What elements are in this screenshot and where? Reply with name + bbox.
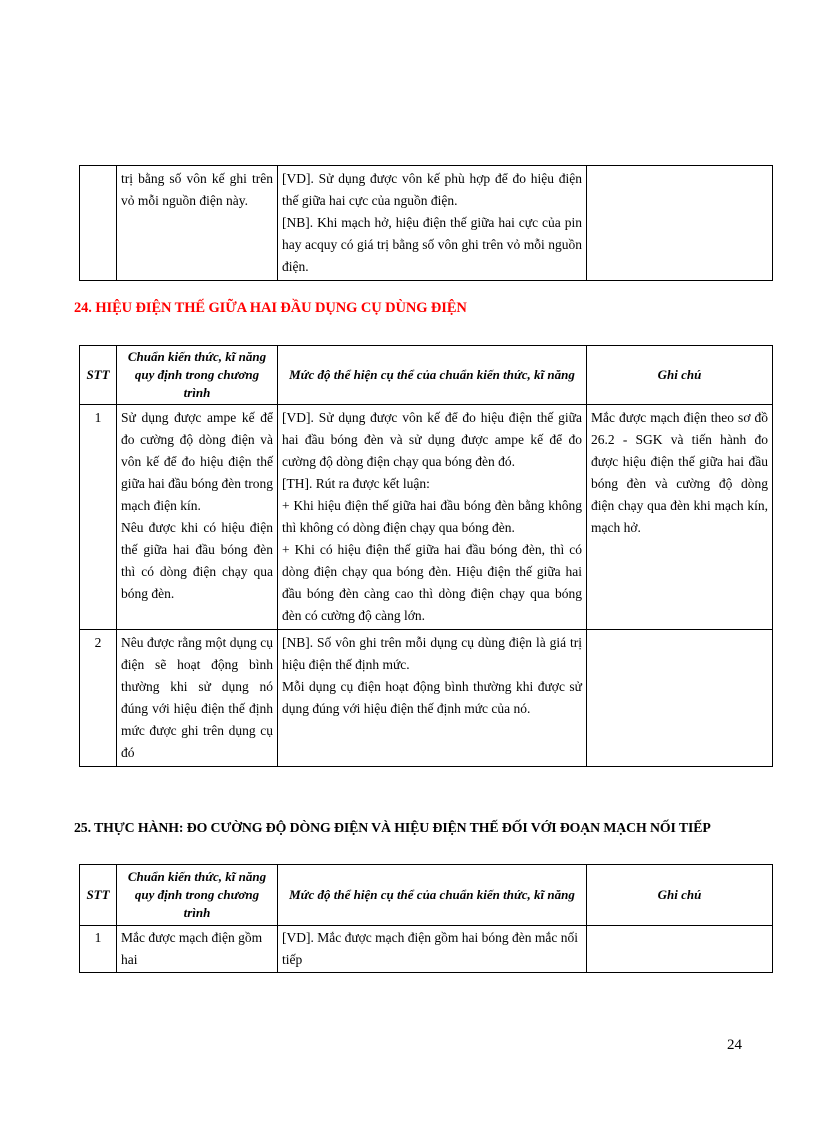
section-24-table [79, 345, 773, 767]
table-header-row [80, 346, 773, 405]
section-25-title: 25. THỰC HÀNH: ĐO CƯỜNG ĐỘ DÒNG ĐIỆN VÀ HIỆU ĐIỆN THẾ ĐỐI VỚI ĐOẠN MẠCH NỐI TIẾP [74, 820, 711, 835]
note-cell: Mắc được mạch điện theo sơ đồ 26.2 - SGK và tiến hành đo được hiệu điện thế giữa hai đầu bóng đèn và cường độ dòng điện chạy qua đèn khi mạch kín, mạch hở. [587, 405, 773, 630]
level-paragraph: + Khi hiệu điện thế giữa hai đầu bóng đèn bằng không thì không có dòng điện chạy qua bóng đèn. [282, 498, 582, 535]
level-paragraph: [VD]. Sử dụng được vôn kế phù hợp để đo hiệu điện thế giữa hai cực của nguồn điện. [282, 171, 582, 208]
level-cell [278, 630, 587, 767]
table-row [80, 166, 773, 281]
standard-cell: trị bằng số vôn kế ghi trên vỏ mỗi nguồn điện này. [117, 166, 278, 281]
header-standard: Chuẩn kiến thức, kĩ năng quy định trong chương trình [117, 865, 278, 926]
stt-cell: 1 [80, 405, 117, 630]
table-header-row [80, 865, 773, 926]
page-number: 24 [727, 1037, 742, 1053]
standard-cell: Mắc được mạch điện gồm hai [117, 926, 278, 973]
table-row [80, 630, 773, 767]
note-cell [587, 630, 773, 767]
header-stt: STT [80, 865, 117, 926]
table-row [80, 405, 773, 630]
stt-cell [80, 166, 117, 281]
level-paragraph: [TH]. Rút ra được kết luận: [282, 476, 430, 491]
standard-cell [117, 630, 278, 767]
level-cell [278, 166, 587, 281]
section-24-title: 24. HIỆU ĐIỆN THẾ GIỮA HAI ĐẦU DỤNG CỤ DÙNG ĐIỆN [74, 300, 467, 316]
table-row [80, 926, 773, 973]
standard-paragraph: Sử dụng được ampe kế để đo cường độ dòng điện và vôn kế để đo hiệu điện thế giữa hai đầu bóng đèn trong mạch điện kín. [121, 410, 273, 513]
level-paragraph: [NB]. Khi mạch hở, hiệu điện thế giữa hai cực của pin hay acquy có giá trị bằng số vôn ghi trên vỏ mỗi nguồn điện. [282, 215, 582, 274]
header-stt: STT [80, 346, 117, 405]
stt-cell: 2 [80, 630, 117, 767]
standard-cell [117, 405, 278, 630]
note-cell [587, 926, 773, 973]
header-note: Ghi chú [587, 865, 773, 926]
level-cell [278, 405, 587, 630]
standard-paragraph: Nêu được rằng một dụng cụ điện sẽ hoạt động bình thường khi sử dụng nó đúng với hiệu điện thế định mức được ghi trên dụng cụ đó [121, 635, 273, 760]
continuation-table [79, 165, 773, 281]
header-level: Mức độ thể hiện cụ thể của chuẩn kiến thức, kĩ năng [278, 865, 587, 926]
stt-cell: 1 [80, 926, 117, 973]
level-cell: [VD]. Mắc được mạch điện gồm hai bóng đèn mắc nối tiếp [278, 926, 587, 973]
level-paragraph: [VD]. Sử dụng được vôn kế để đo hiệu điện thế giữa hai đầu bóng đèn và sử dụng được ampe kế để đo cường độ dòng điện chạy qua bóng đèn đó. [282, 410, 582, 469]
header-standard: Chuẩn kiến thức, kĩ năng quy định trong chương trình [117, 346, 278, 405]
header-note: Ghi chú [587, 346, 773, 405]
header-level: Mức độ thể hiện cụ thể của chuẩn kiến thức, kĩ năng [278, 346, 587, 405]
level-paragraph: Mỗi dụng cụ điện hoạt động bình thường khi được sử dụng đúng với hiệu điện thế định mức của nó. [282, 679, 582, 716]
level-paragraph: + Khi có hiệu điện thế giữa hai đầu bóng đèn, thì có dòng điện chạy qua bóng đèn. Hiệu điện thế giữa hai đầu bóng đèn càng cao thì dòng điện chạy qua bóng đèn có cường độ càng lớn. [282, 542, 582, 623]
note-cell [587, 166, 773, 281]
section-25-table [79, 864, 773, 973]
standard-paragraph: Nêu được khi có hiệu điện thế giữa hai đầu bóng đèn thì có dòng điện chạy qua bóng đèn. [121, 520, 273, 601]
level-paragraph: [NB]. Số vôn ghi trên mỗi dụng cụ dùng điện là giá trị hiệu điện thế định mức. [282, 635, 582, 672]
